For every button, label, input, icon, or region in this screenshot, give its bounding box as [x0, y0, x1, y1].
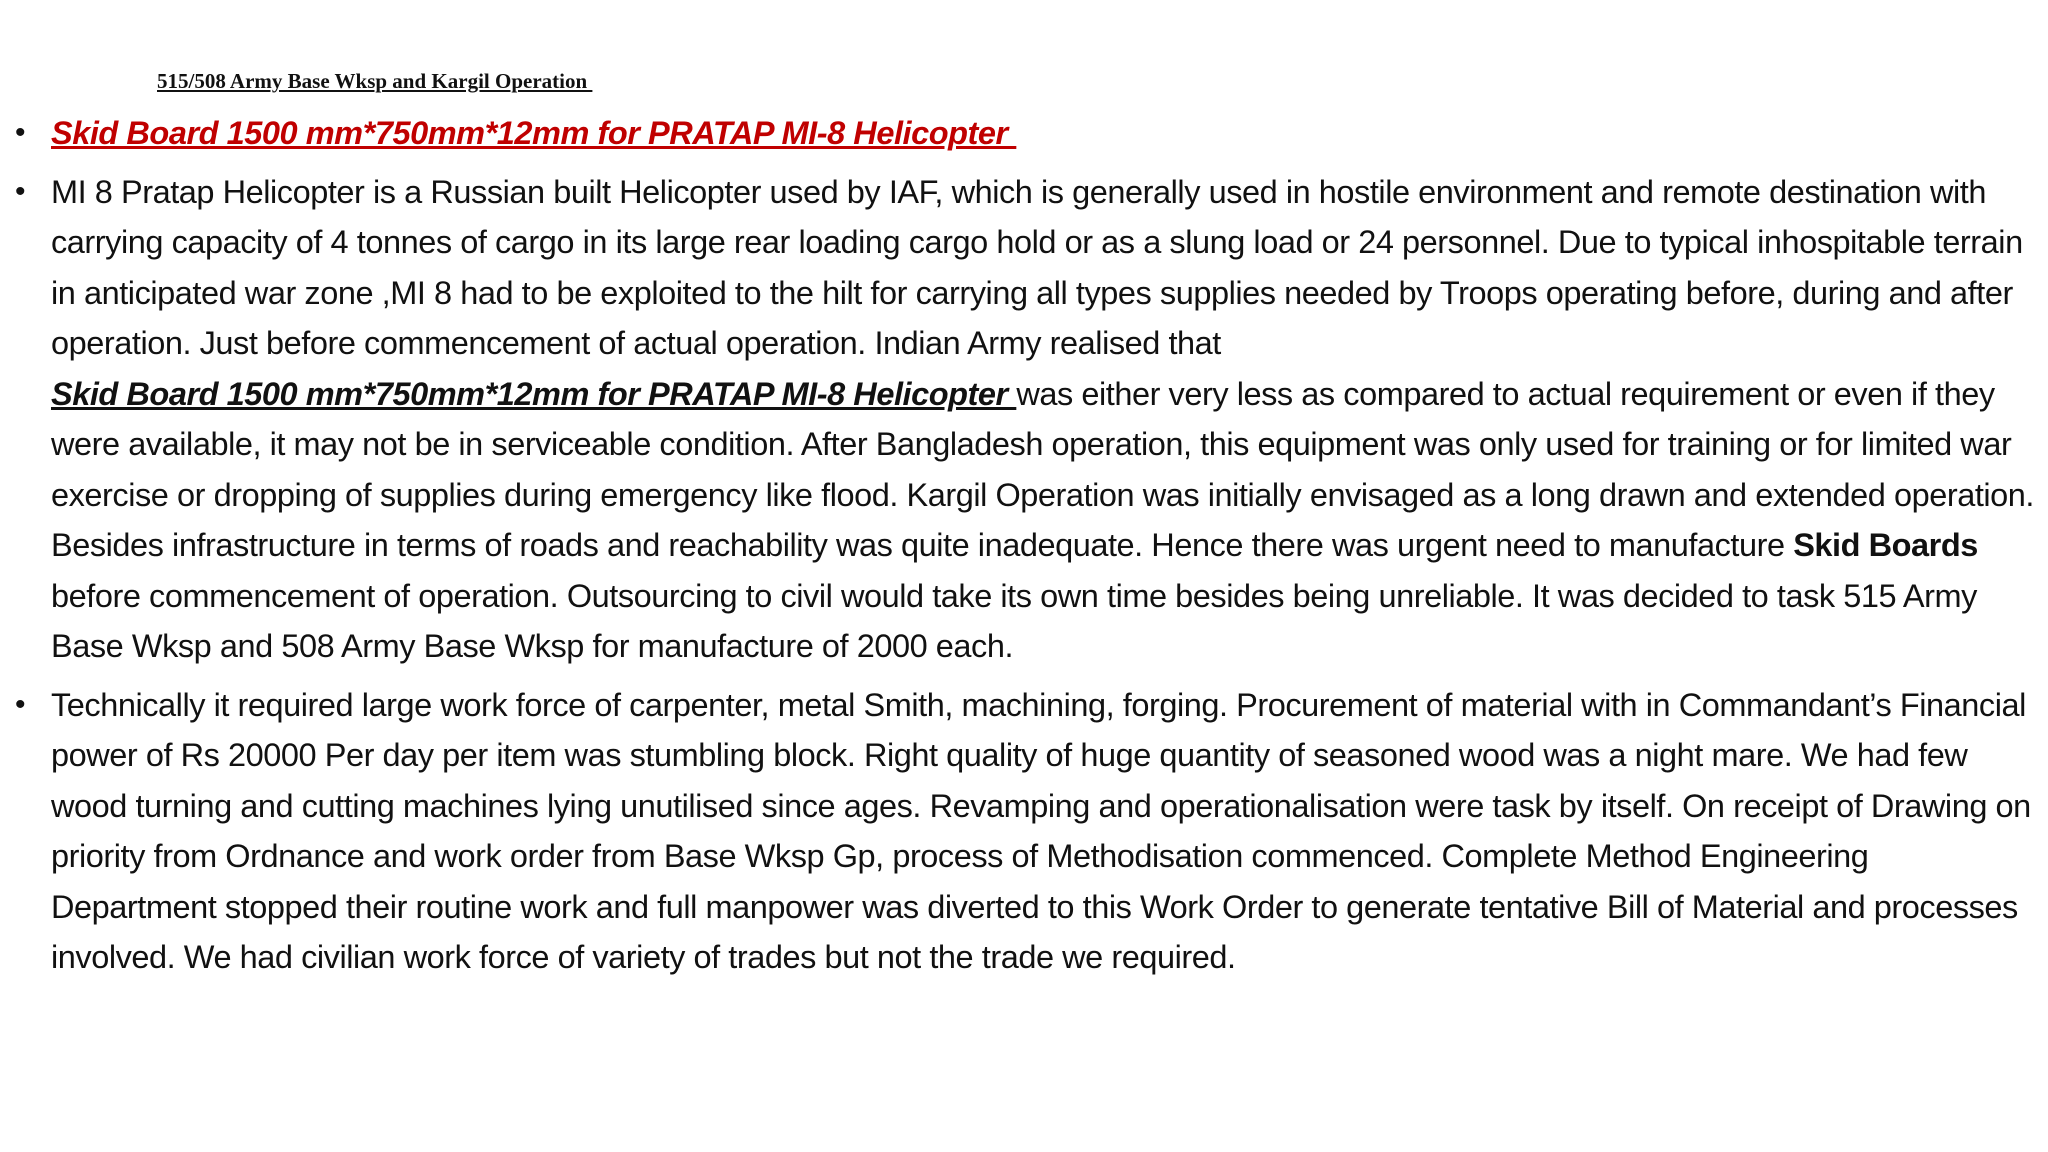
paragraph-text: Technically it required large work force of carpenter, metal Smith, machining, forging. Procurement of material with in Commandant’s Financial power of Rs 20000 Per day per item was stumbling block. Right quality of huge quantity of seasoned wood was a night mare. We had few wood turning and cutting machines lying unutilised since ages. Revamping and operationalisation were task by itself. On receipt of Drawing on priority from Ordnance and work order from Base Wksp Gp, process of Methodisation commenced. Complete Method Engineering Department stopped their routine work and full manpower was diverted to this Work Order to generate tentative Bill of Material and processes involved. We had civilian work force of variety of trades but not the trade we required.: [51, 686, 2031, 975]
bullet-icon: •: [15, 116, 26, 149]
paragraph-text: before commencement of operation. Outsourcing to civil would take its own time besides being unreliable. It was decided to task 515 Army Base Wksp and 508 Army Base Wksp for manufacture of 2000 each.: [51, 577, 1977, 664]
skid-board-emphasis: Skid Board 1500 mm*750mm*12mm for PRATAP MI-8 Helicopter: [51, 375, 1017, 412]
slide-title: 515/508 Army Base Wksp and Kargil Operation: [157, 69, 593, 93]
paragraph-text: MI 8 Pratap Helicopter is a Russian built Helicopter used by IAF, which is generally used in hostile environment and remote destination with carrying capacity of 4 tonnes of cargo in its large rear loading cargo hold or as a slung load or 24 personnel. Due to typical inhospitable terrain in anticipated war zone ,MI 8 had to be exploited to the hilt for carrying all types supplies needed by Troops operating before, during and after operation. Just before commencement of actual operation. Indian Army realised that: [51, 173, 2023, 361]
slide-body: [10, 108, 2040, 983]
paragraph-text: was either very less as compared to actual requirement or even if they were available, it may not be in serviceable condition. After Bangladesh operation, this equipment was only used for training or for limited war exercise or dropping of supplies during emergency like flood. Kargil Operation was initially envisaged as a long drawn and extended operation. Besides infrastructure in terms of roads and reachability was quite inadequate. Hence there was urgent need to manufacture: [51, 375, 2035, 563]
bullet-item-technical-requirements: [10, 680, 2040, 983]
bullet-item-heading: [10, 108, 2040, 159]
skid-boards-bold: Skid Boards: [1793, 527, 1978, 563]
bullet-item-helicopter-description: [10, 167, 2040, 672]
bullet-icon: •: [15, 687, 26, 721]
bullet-icon: •: [15, 174, 26, 208]
skid-board-heading: Skid Board 1500 mm*750mm*12mm for PRATAP MI-8 Helicopter: [51, 115, 1017, 151]
